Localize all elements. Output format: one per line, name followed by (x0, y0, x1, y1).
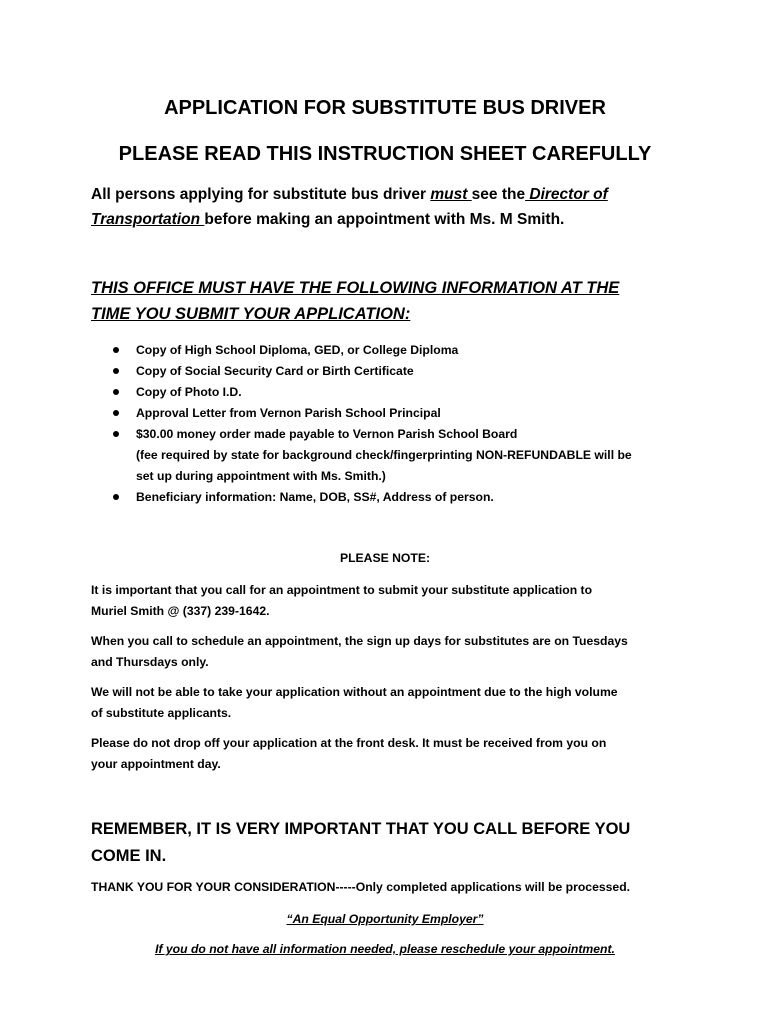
list-item (112, 382, 632, 403)
thank-you-line: THANK YOU FOR YOUR CONSIDERATION-----Only completed applications will be processed. (91, 880, 631, 894)
note-paragraph-front-desk (91, 733, 606, 775)
fee-note-line-1: (fee required by state for background check/fingerprinting NON-REFUNDABLE will be (136, 448, 632, 462)
intro-must-emphasis: must (430, 186, 472, 203)
list-item-text: Beneficiary information: Name, DOB, SS#, Address of person. (136, 490, 494, 504)
equal-opportunity-statement: “An Equal Opportunity Employer” (286, 912, 484, 926)
note-paragraph-signup-days (91, 631, 628, 673)
please-note-heading: PLEASE NOTE: (339, 551, 431, 565)
requirements-heading-line-2: TIME YOU SUBMIT YOUR APPLICATION: (91, 305, 411, 323)
note-line: We will not be able to take your application without an appointment due to the high volume (91, 685, 618, 699)
note-line: Muriel Smith @ (337) 239-1642. (91, 604, 270, 618)
list-item (112, 424, 632, 445)
list-item (112, 403, 632, 424)
list-item-text: Copy of Social Security Card or Birth Certificate (136, 364, 414, 378)
list-item-text: Approval Letter from Vernon Parish School Principal (136, 406, 441, 420)
list-item (112, 487, 632, 508)
list-item (112, 340, 632, 361)
page-subtitle: PLEASE READ THIS INSTRUCTION SHEET CAREFULLY (118, 143, 652, 165)
requirements-heading-line-1: THIS OFFICE MUST HAVE THE FOLLOWING INFORMATION AT THE (91, 279, 620, 297)
page-title: APPLICATION FOR SUBSTITUTE BUS DRIVER (164, 97, 606, 119)
bullet-icon (113, 431, 119, 437)
bullet-icon (113, 347, 119, 353)
intro-line-2 (91, 207, 564, 232)
remember-notice (91, 816, 630, 870)
bullet-icon (113, 389, 119, 395)
remember-line: REMEMBER, IT IS VERY IMPORTANT THAT YOU CALL BEFORE YOU (91, 820, 631, 838)
bullet-icon (113, 494, 119, 500)
requirements-list (112, 340, 632, 508)
intro-text-2: see the (471, 186, 526, 203)
list-item-text: Copy of High School Diploma, GED, or College Diploma (136, 343, 459, 357)
note-line: and Thursdays only. (91, 655, 209, 669)
list-item-text: Copy of Photo I.D. (136, 385, 242, 399)
list-item (112, 361, 632, 382)
reschedule-notice: If you do not have all information needed, please reschedule your appointment. (155, 942, 615, 956)
note-line: Please do not drop off your application at the front desk. It must be received from you on (91, 736, 607, 750)
remember-line: COME IN. (91, 847, 167, 865)
list-item-text: $30.00 money order made payable to Vernon Parish School Board (136, 427, 518, 441)
intro-text-3: before making an appointment with Ms. M Smith. (204, 211, 565, 228)
note-line: It is important that you call for an appointment to submit your substitute application to (91, 583, 593, 597)
note-paragraph-appointment-required (91, 682, 618, 724)
fee-note-line-2: set up during appointment with Ms. Smith.) (136, 469, 386, 483)
note-paragraph-call (91, 580, 592, 622)
note-line: When you call to schedule an appointment, the sign up days for substitutes are on Tuesdays (91, 634, 628, 648)
intro-director-emphasis: Director of (525, 186, 608, 203)
intro-text-1: All persons applying for substitute bus driver (91, 186, 431, 203)
bullet-icon (113, 368, 119, 374)
intro-transportation-emphasis: Transportation (91, 211, 205, 228)
bullet-icon (113, 410, 119, 416)
note-line: of substitute applicants. (91, 706, 232, 720)
intro-line-1 (91, 182, 608, 207)
note-line: your appointment day. (91, 757, 221, 771)
